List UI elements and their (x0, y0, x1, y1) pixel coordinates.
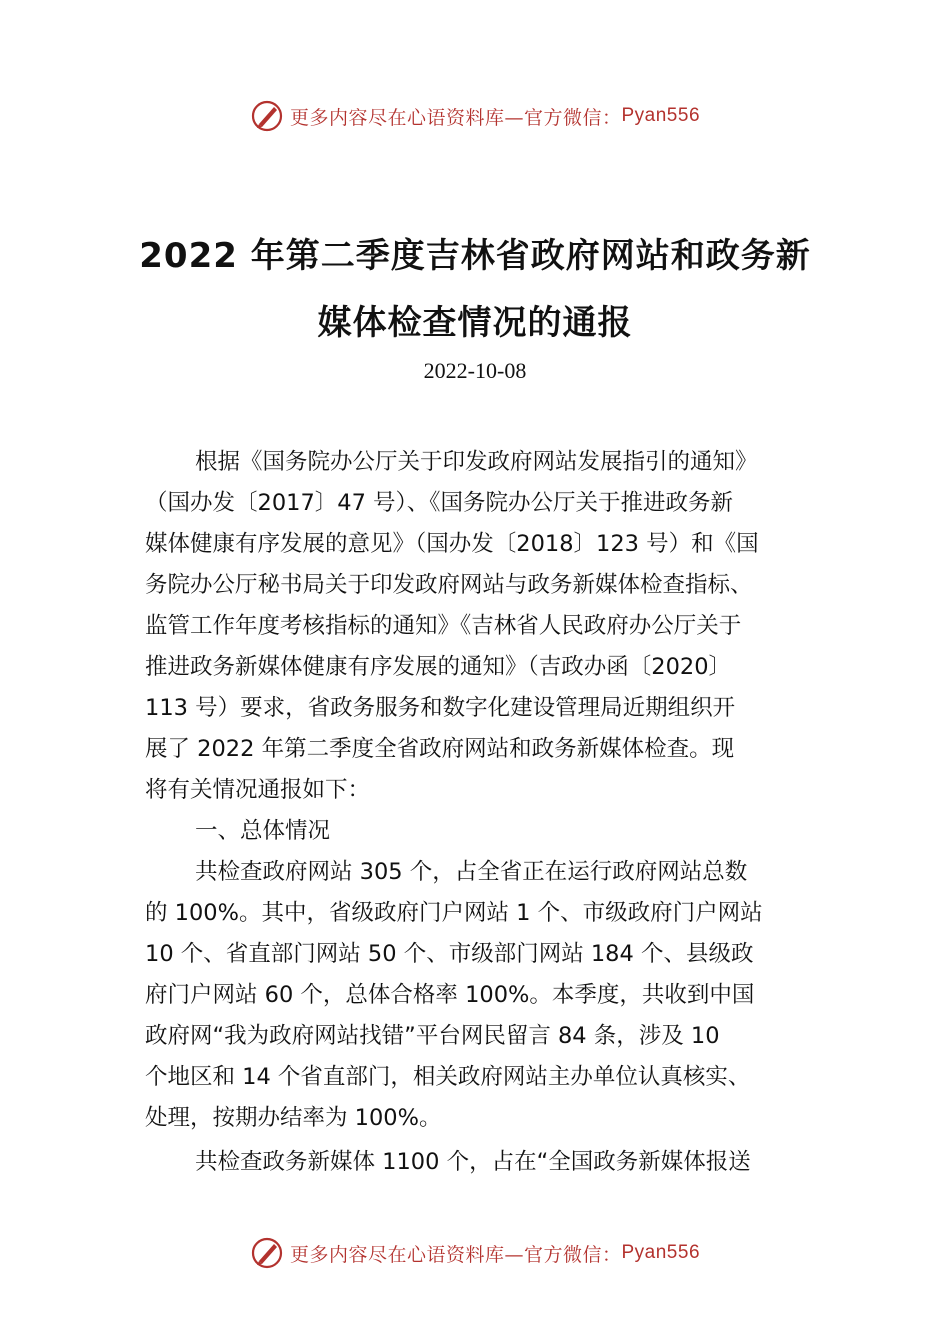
body-line: 个地区和 14 个省直部门，相关政府网站主办单位认真核实、 (145, 1064, 751, 1090)
watermark-footer (0, 1233, 950, 1273)
watermark-wechat-id: Pyan556 (621, 1242, 701, 1263)
body-line: 将有关情况通报如下： (145, 777, 371, 803)
body-line: 113 号）要求，省政务服务和数字化建设管理局近期组织开 (145, 695, 736, 721)
document-title-line-1: 2022 年第二季度吉林省政府网站和政务新 (139, 236, 811, 276)
body-line: 共检查政府网站 305 个，占全省正在运行政府网站总数 (195, 859, 748, 885)
body-line: 处理，按期办结率为 100%。 (145, 1105, 442, 1131)
body-line: 务院办公厅秘书局关于印发政府网站与政务新媒体检查指标、 (145, 572, 753, 598)
body-line: 展了 2022 年第二季度全省政府网站和政务新媒体检查。现 (145, 736, 735, 762)
watermark-text: 更多内容尽在心语资料库—官方微信： (289, 106, 622, 129)
document-date: 2022-10-08 (423, 358, 527, 383)
body-line: 推进政务新媒体健康有序发展的通知》（吉政办函〔2020〕 (145, 654, 732, 680)
body-line: 媒体健康有序发展的意见》（国办发〔2018〕123 号）和《国 (145, 531, 759, 557)
body-line: 根据《国务院办公厅关于印发政府网站发展指引的通知》 (195, 449, 758, 475)
body-line: （国办发〔2017〕47 号）、《国务院办公厅关于推进政务新 (145, 490, 734, 516)
body-line: 共检查政务新媒体 1100 个，占在“全国政务新媒体报送 (195, 1149, 751, 1175)
body-line: 的 100%。其中，省级政府门户网站 1 个、市级政府门户网站 (145, 900, 763, 926)
pen-logo-icon (250, 1236, 284, 1270)
body-line: 监管工作年度考核指标的通知》《吉林省人民政府办公厅关于 (145, 613, 742, 639)
watermark-wechat-id: Pyan556 (621, 105, 701, 126)
body-line: 10 个、省直部门网站 50 个、市级部门网站 184 个、县级政 (145, 941, 754, 967)
body-line: 府门户网站 60 个，总体合格率 100%。本季度，共收到中国 (145, 982, 755, 1008)
watermark-text: 更多内容尽在心语资料库—官方微信： (289, 1243, 622, 1266)
document-title-line-2: 媒体检查情况的通报 (317, 303, 633, 343)
body-line: 政府网“我为政府网站找错”平台网民留言 84 条，涉及 10 (145, 1023, 720, 1049)
section-heading: 一、总体情况 (195, 818, 331, 844)
watermark-header (0, 96, 950, 136)
pen-logo-icon (250, 99, 284, 133)
